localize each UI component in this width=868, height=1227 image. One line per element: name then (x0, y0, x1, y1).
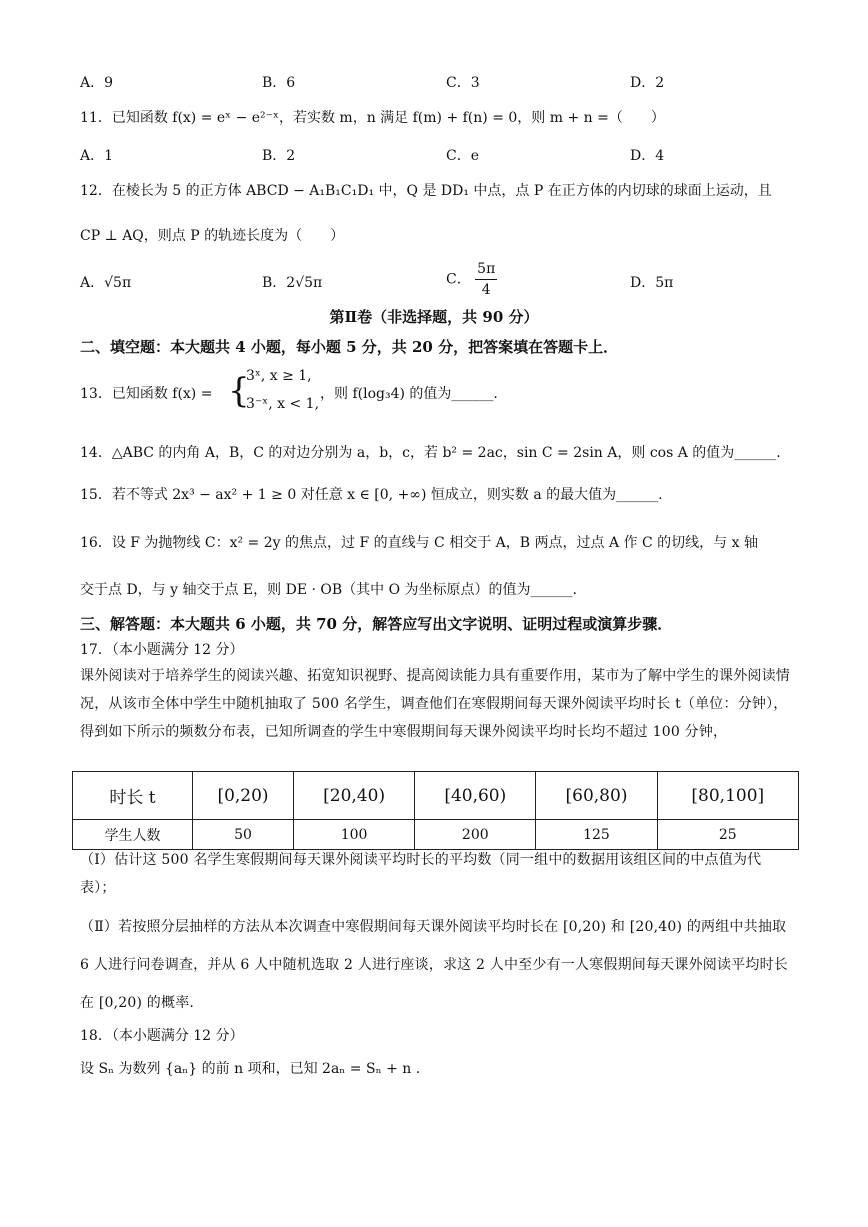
q16-line1: 16．设 F 为抛物线 C：x² = 2y 的焦点，过 F 的直线与 C 相交于 A，B 两点，过点 A 作 C 的切线，与 x 轴 (80, 535, 758, 551)
q13-case1: 3ˣ, x ≥ 1, (246, 368, 312, 384)
q17-part1: （Ⅰ）估计这 500 名学生寒假期间每天课外阅读平均时长的平均数（同一组中的数据用该组区间的中点值为代表）； (80, 852, 762, 896)
table-row (73, 772, 799, 820)
q12-option-c-label: C． (446, 271, 471, 288)
table-cell-count: 125 (536, 820, 657, 850)
fraction-denominator: 4 (481, 282, 491, 298)
q12-option-c-fraction (475, 259, 497, 300)
table-row-label: 学生人数 (73, 820, 193, 850)
table-cell-count: 200 (415, 820, 536, 850)
q12-option-d: D．5π (630, 275, 674, 291)
q13-prefix: 13．已知函数 f(x) = (80, 386, 213, 402)
q10-option-d: D．2 (630, 75, 665, 91)
q13-suffix: ，则 f(log₃4) 的值为______. (320, 386, 498, 402)
q17-part2: （Ⅱ）若按照分层抽样的方法从本次调查中寒假期间每天课外阅读平均时长在 [0,20) 和 [20,40) 的两组中共抽取 6 人进行问卷调查，并从 6 人中随机选取 2 人进行座谈，求这 2 人中至少有一人寒假期间每天课外阅读平均时长在 [0,20) 的概率. (80, 919, 788, 1011)
q11-stem: 11．已知函数 f(x) = eˣ − e²⁻ˣ，若实数 m，n 满足 f(m) + f(n) = 0，则 m + n =（ ） (80, 110, 665, 126)
table-cell-count: 100 (294, 820, 415, 850)
q12-option-a: A．√5π (80, 275, 132, 291)
part2-title: 第Ⅱ卷（非选择题，共 90 分） (329, 308, 539, 326)
q17-intro: 课外阅读对于培养学生的阅读兴趣、拓宽知识视野、提高阅读能力具有重要作用，某市为了解中学生的课外阅读情况，从该市全体中学生中随机抽取了 500 名学生，调查他们在寒假期间每天课外阅读平均时长 t（单位：分钟），得到如下所示的频数分布表，已知所调查的学生中寒假期间每天课外阅读平均时长均不超过 100 分钟， (80, 668, 790, 740)
q12-line1: 12．在棱长为 5 的正方体 ABCD − A₁B₁C₁D₁ 中，Q 是 DD₁ 中点，点 P 在正方体的内切球的球面上运动，且 (80, 183, 772, 199)
q11-option-a: A．1 (80, 148, 114, 164)
brace-icon: { (228, 371, 250, 411)
table-cell-interval: [80,100] (657, 772, 798, 820)
q11-option-c: C．e (446, 148, 479, 164)
table-cell-count: 25 (657, 820, 798, 850)
q12-option-b: B．2√5π (262, 275, 323, 291)
q10-option-b: B．6 (262, 75, 296, 91)
table-cell-count: 50 (193, 820, 294, 850)
table-cell-interval: [20,40) (294, 772, 415, 820)
table-header-label: 时长 t (73, 772, 193, 820)
q18-header: 18．（本小题满分 12 分） (80, 1028, 244, 1044)
frequency-table (72, 771, 799, 850)
fraction-numerator: 5π (475, 259, 497, 280)
section2-heading: 二、填空题：本大题共 4 小题，每小题 5 分，共 20 分，把答案填在答题卡上． (80, 338, 619, 356)
q18-stem: 设 Sₙ 为数列 {aₙ} 的前 n 项和，已知 2aₙ = Sₙ + n . (80, 1061, 421, 1077)
table-cell-interval: [60,80) (536, 772, 657, 820)
q13-case2: 3⁻ˣ, x < 1, (246, 396, 320, 412)
q17-header: 17．（本小题满分 12 分） (80, 642, 244, 658)
table-row (73, 820, 799, 850)
q11-option-d: D．4 (630, 148, 665, 164)
section3-heading: 三、解答题：本大题共 6 小题，共 70 分，解答应写出文字说明、证明过程或演算步骤． (80, 615, 673, 633)
q16-line2: 交于点 D，与 y 轴交于点 E，则 DE · OB（其中 O 为坐标原点）的值为______. (80, 582, 577, 598)
q12-line2: CP ⊥ AQ，则点 P 的轨迹长度为（ ） (80, 228, 345, 244)
q14: 14．△ABC 的内角 A，B，C 的对边分别为 a，b，c，若 b² = 2ac，sin C = 2sin A，则 cos A 的值为______. (80, 445, 781, 461)
q10-option-a: A．9 (80, 75, 114, 91)
q10-option-c: C．3 (446, 75, 480, 91)
q11-option-b: B．2 (262, 148, 296, 164)
q15: 15．若不等式 2x³ − ax² + 1 ≥ 0 对任意 x ∈ [0, +∞) 恒成立，则实数 a 的最大值为______. (80, 487, 663, 503)
q12-option-c (446, 259, 497, 300)
table-cell-interval: [40,60) (415, 772, 536, 820)
table-cell-interval: [0,20) (193, 772, 294, 820)
